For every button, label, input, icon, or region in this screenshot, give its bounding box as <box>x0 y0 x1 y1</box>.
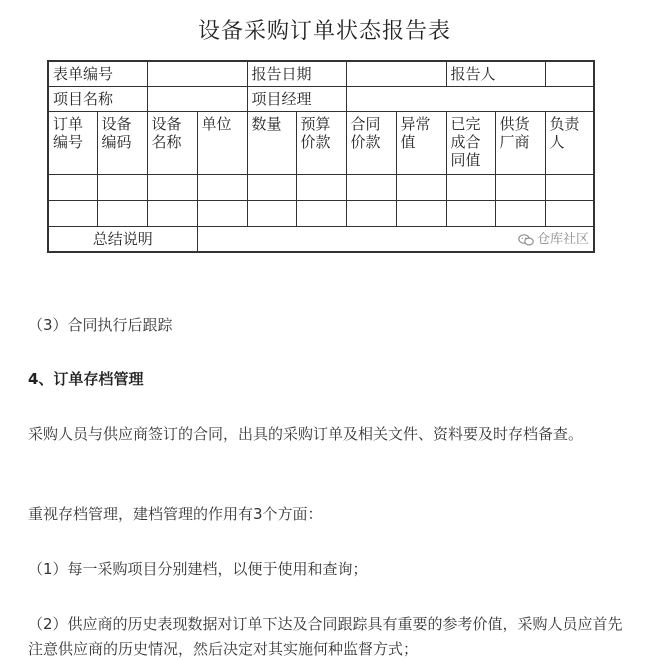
table-row-project-info <box>48 86 594 111</box>
column-header-responsible-person: 负责 人 <box>545 111 594 174</box>
paragraph-archive-intro: 采购人员与供应商签订的合同，出具的采购订单及相关文件、资料要及时存档备查。 <box>28 425 584 443</box>
table-row <box>48 174 594 200</box>
section-heading-order-archive: 4、订单存档管理 <box>28 370 144 388</box>
reporter-value <box>545 61 594 86</box>
project-name-label: 项目名称 <box>48 86 147 111</box>
project-manager-label: 项目经理 <box>247 86 346 111</box>
project-name-value <box>147 86 247 111</box>
column-header-unit: 单位 <box>197 111 247 174</box>
paragraph-point-2: （2）供应商的历史表现数据对订单下达及合同跟踪具有重要的参考价值，采购人员应首先注意供应商的历史情况，然后决定对其实施何种监督方式； <box>28 615 623 658</box>
wechat-icon <box>518 234 534 246</box>
table-row-form-info <box>48 61 594 86</box>
form-number-value <box>147 61 247 86</box>
watermark-text: 仓库社区 <box>537 232 590 247</box>
column-header-order-number: 订单 编号 <box>48 111 97 174</box>
paragraph-contract-tracking: （3）合同执行后跟踪 <box>28 316 173 334</box>
column-header-equipment-code: 设备 编码 <box>97 111 147 174</box>
column-header-equipment-name: 设备 名称 <box>147 111 197 174</box>
watermark <box>518 231 589 249</box>
column-header-supplier: 供货 厂商 <box>495 111 545 174</box>
column-header-contract-price: 合同 价款 <box>346 111 396 174</box>
column-header-abnormal-value: 异常 值 <box>396 111 446 174</box>
form-number-label: 表单编号 <box>48 61 147 86</box>
form-title: 设备采购订单状态报告表 <box>197 19 451 44</box>
report-table <box>47 60 595 253</box>
column-header-quantity: 数量 <box>247 111 296 174</box>
column-header-budget-price: 预算 价款 <box>296 111 346 174</box>
summary-label: 总结说明 <box>48 226 197 252</box>
report-date-label: 报告日期 <box>247 61 346 86</box>
summary-value <box>197 226 594 252</box>
table-row-summary <box>48 226 594 252</box>
report-date-value <box>346 61 446 86</box>
table-header-row <box>48 111 594 174</box>
project-manager-value <box>346 86 594 111</box>
reporter-label: 报告人 <box>446 61 545 86</box>
table-row <box>48 200 594 226</box>
paragraph-archive-importance: 重视存档管理，建档管理的作用有3个方面： <box>28 505 323 523</box>
paragraph-point-1: （1）每一采购项目分别建档，以便于使用和查询； <box>28 560 368 578</box>
column-header-completed-contract-value: 已完 成合 同值 <box>446 111 495 174</box>
